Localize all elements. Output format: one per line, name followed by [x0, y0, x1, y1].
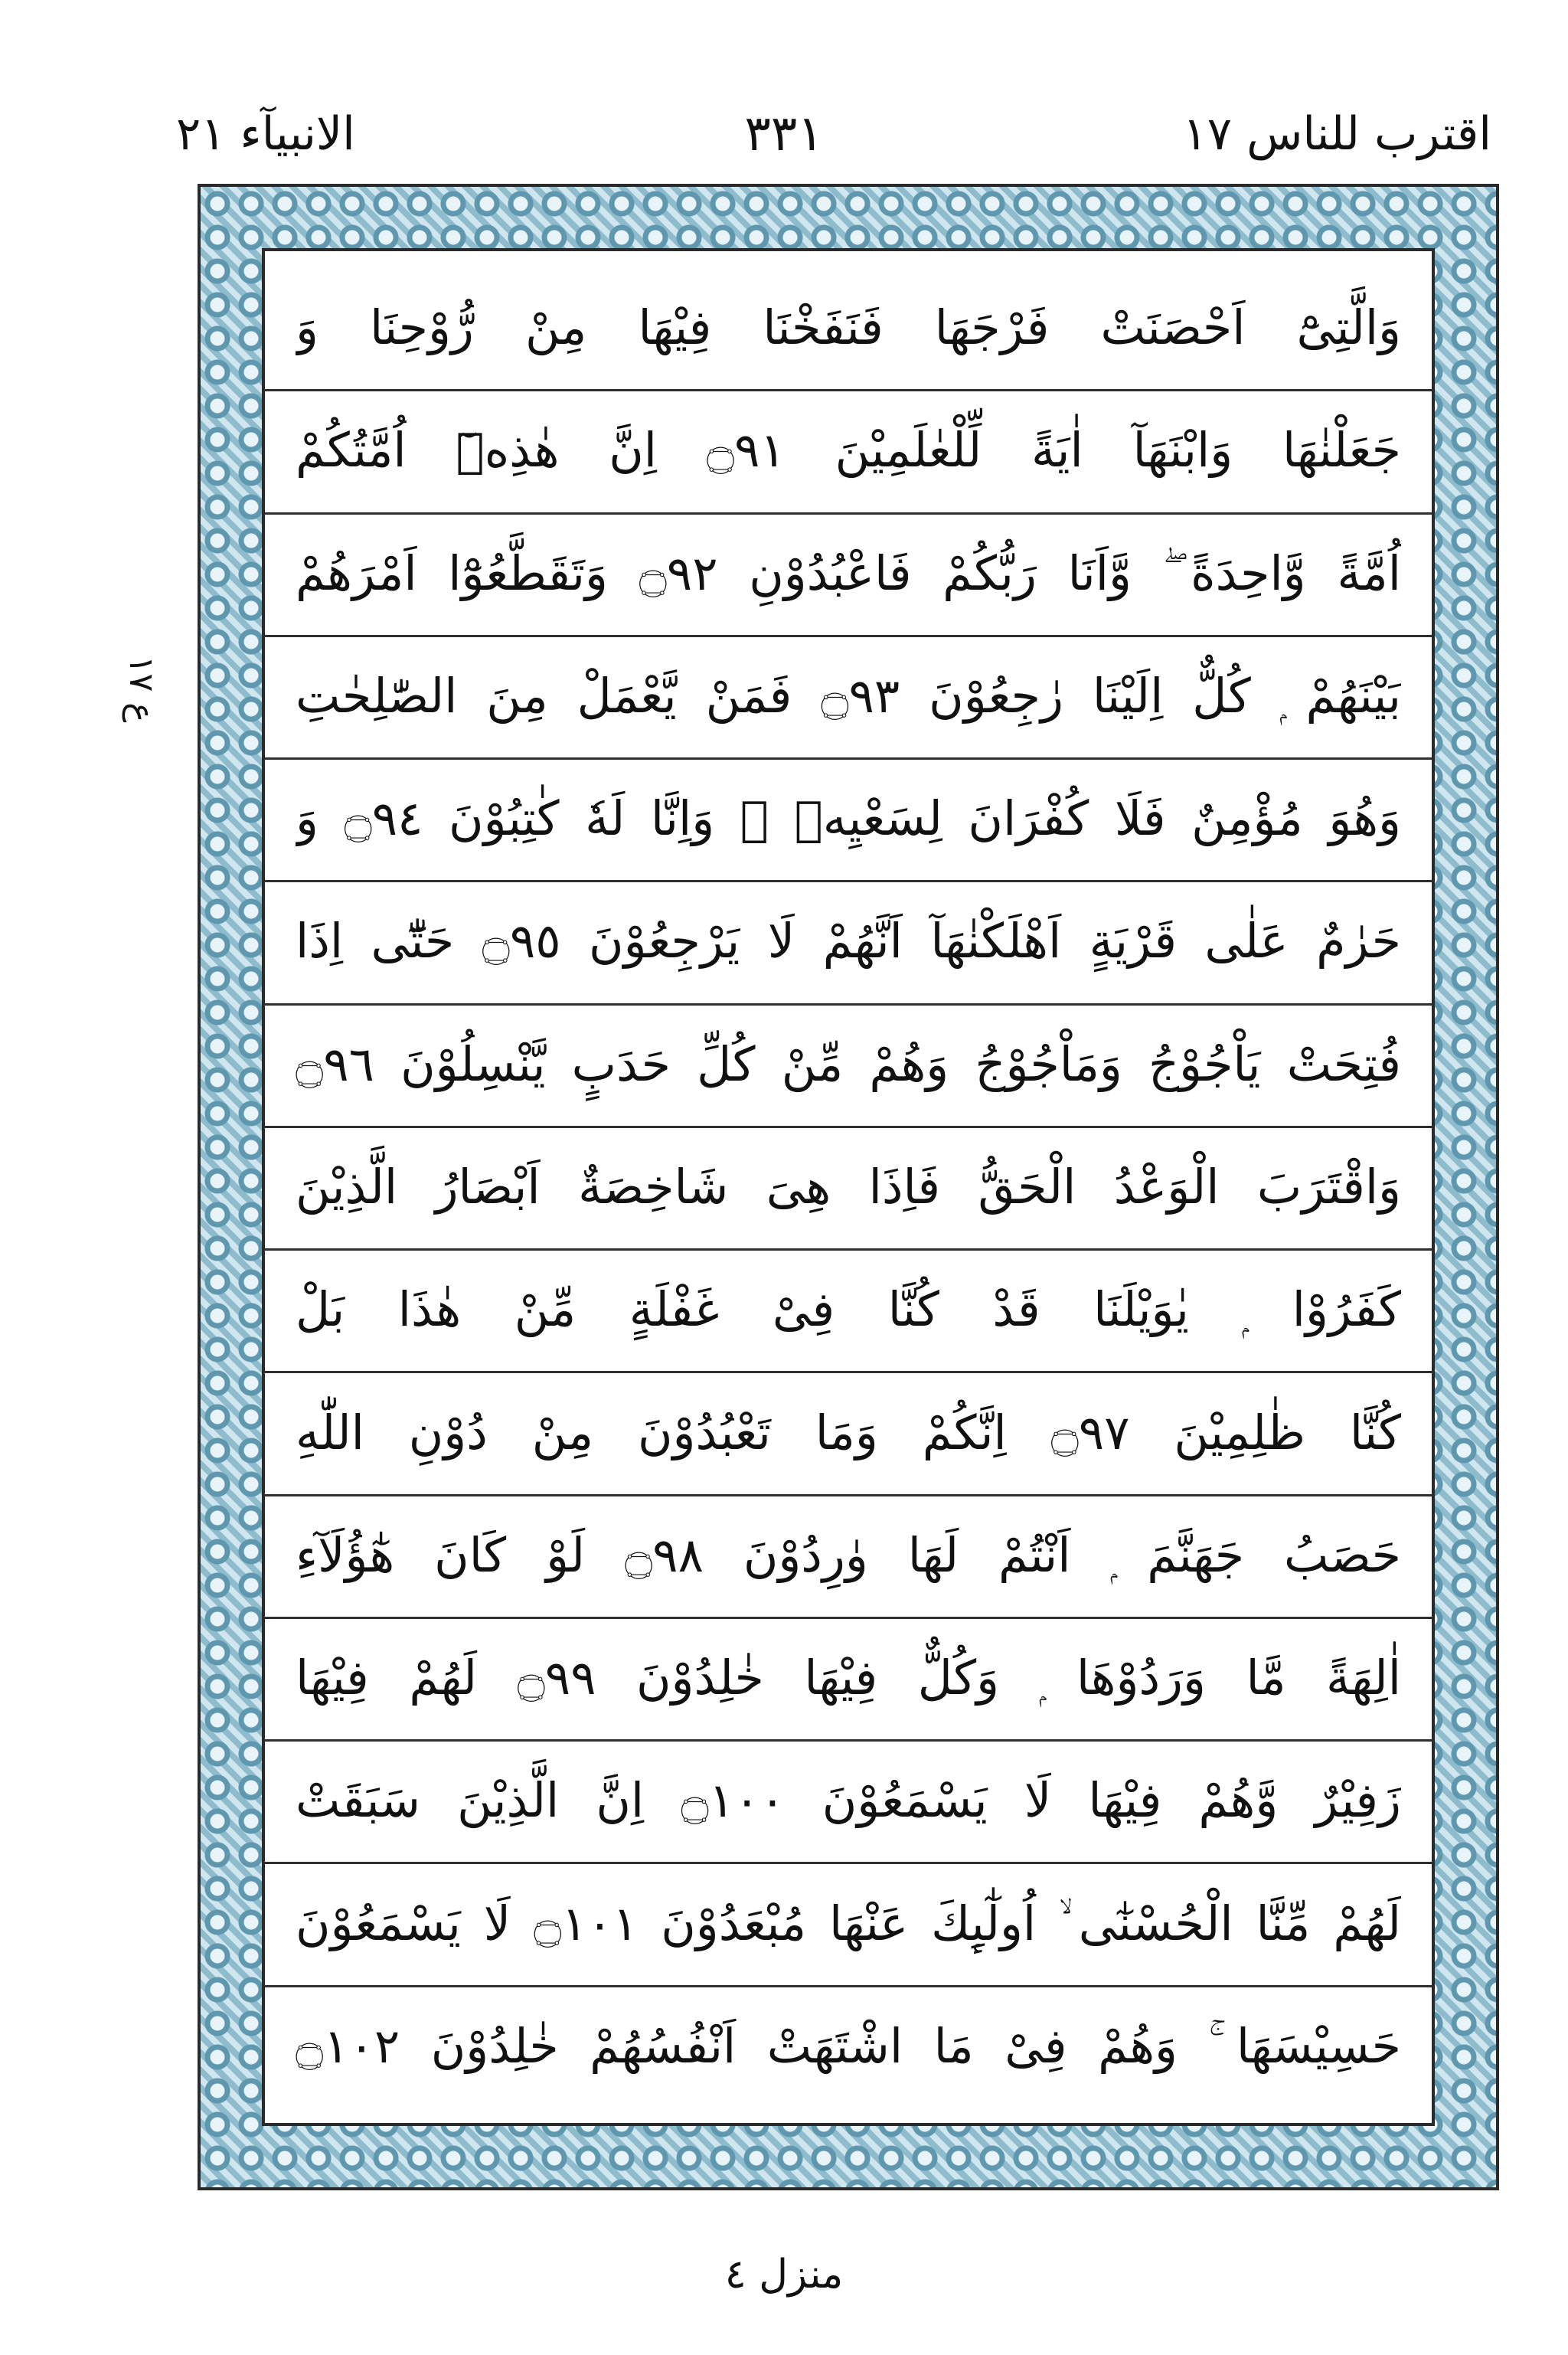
line-divider	[265, 1248, 1432, 1251]
line-divider	[265, 512, 1432, 515]
verse-lines-container	[265, 251, 1432, 2123]
verse-line-10: كُنَّا ظٰلِمِیْنَ ۝٩٧ اِنَّكُمْ وَمَا تَعْبُدُوْنَ مِنْ دُوْنِ اللّٰهِ	[296, 1404, 1401, 1460]
line-divider	[265, 757, 1432, 760]
verse-line-4: بَیْنَهُمْ ۭ كُلٌّ اِلَیْنَا رٰجِعُوْنَ ۝٩٣ فَمَنْ یَّعْمَلْ مِنَ الصّٰلِحٰتِ	[296, 667, 1401, 724]
line-divider	[265, 1739, 1432, 1742]
verse-line-12: اٰلِهَةً مَّا وَرَدُوْهَا ۭ وَكُلٌّ فِیْهَا خٰلِدُوْنَ ۝٩٩ لَهُمْ فِیْهَا	[296, 1650, 1401, 1706]
page-header	[0, 100, 1568, 168]
verse-line-7: فُتِحَتْ یَاْجُوْجُ وَمَاْجُوْجُ وَهُمْ مِّنْ كُلِّ حَدَبٍ یَّنْسِلُوْنَ ۝٩٦	[296, 1035, 1401, 1092]
verse-line-1: وَالَّتِیْٓ اَحْصَنَتْ فَرْجَهَا فَنَفَخْنَا فِیْهَا مِنْ رُّوْحِنَا وَ	[296, 299, 1401, 356]
line-divider	[265, 635, 1432, 637]
page-number: ٣٣١	[744, 106, 824, 162]
line-divider	[265, 1617, 1432, 1619]
verse-line-13: زَفِیْرٌ وَّهُمْ فِیْهَا لَا یَسْمَعُوْنَ ۝١٠٠ اِنَّ الَّذِیْنَ سَبَقَتْ	[296, 1772, 1401, 1829]
line-divider	[265, 1371, 1432, 1373]
line-divider	[265, 1862, 1432, 1864]
verse-line-5: وَهُوَ مُؤْمِنٌ فَلَا كُفْرَانَ لِسَعْیِهٖ ۚ وَاِنَّا لَهٗ كٰتِبُوْنَ ۝٩٤ وَ	[296, 790, 1401, 847]
juz-title: اقترب للناس ١٧	[1182, 107, 1491, 161]
verse-line-6: حَرٰمٌ عَلٰى قَرْیَةٍ اَهْلَكْنٰهَآ اَنَّهُمْ لَا یَرْجِعُوْنَ ۝٩٥ حَتّٰٓى اِذَا	[296, 913, 1401, 970]
line-divider	[265, 1126, 1432, 1128]
verse-line-11: حَصَبُ جَهَنَّمَ ۭ اَنْتُمْ لَهَا وٰرِدُوْنَ ۝٩٨ لَوْ كَانَ هٰٓؤُلَآءِ	[296, 1526, 1401, 1583]
manzil-footer: منزل ٤	[724, 2252, 844, 2298]
verse-line-2: جَعَلْنٰهَا وَابْنَهَآ اٰیَةً لِّلْعٰلَمِیْنَ ۝٩١ اِنَّ هٰذِهٖٓ اُمَّتُكُمْ	[296, 422, 1401, 479]
line-divider	[265, 1985, 1432, 1987]
line-divider	[265, 1003, 1432, 1006]
verse-line-15: حَسِیْسَهَا ۚ وَهُمْ فِیْ مَا اشْتَهَتْ اَنْفُسُهُمْ خٰلِدُوْنَ ۝١٠٢	[296, 2017, 1401, 2074]
line-divider	[265, 880, 1432, 882]
text-panel	[262, 248, 1435, 2126]
verse-line-3: اُمَّةً وَّاحِدَةً ۖ وَّاَنَا رَبُّكُمْ فَاعْبُدُوْنِ ۝٩٢ وَتَقَطَّعُوْٓا اَمْرَهُمْ	[296, 545, 1401, 601]
line-divider	[265, 1494, 1432, 1496]
ruku-marker: ع ١٧	[122, 656, 161, 723]
surah-title: الانبیآء ٢١	[176, 107, 355, 161]
decorative-border-frame	[198, 184, 1499, 2190]
verse-line-9: كَفَرُوْا ۭ یٰوَیْلَنَا قَدْ كُنَّا فِیْ غَفْلَةٍ مِّنْ هٰذَا بَلْ	[296, 1281, 1401, 1338]
verse-line-8: وَاقْتَرَبَ الْوَعْدُ الْحَقُّ فَاِذَا هِیَ شَاخِصَةٌ اَبْصَارُ الَّذِیْنَ	[296, 1159, 1401, 1215]
verse-line-14: لَهُمْ مِّنَّا الْحُسْنٰٓى ۙ اُولٰٓىِٕكَ عَنْهَا مُبْعَدُوْنَ ۝١٠١ لَا یَسْمَعُوْنَ	[296, 1895, 1401, 1951]
line-divider	[265, 389, 1432, 391]
